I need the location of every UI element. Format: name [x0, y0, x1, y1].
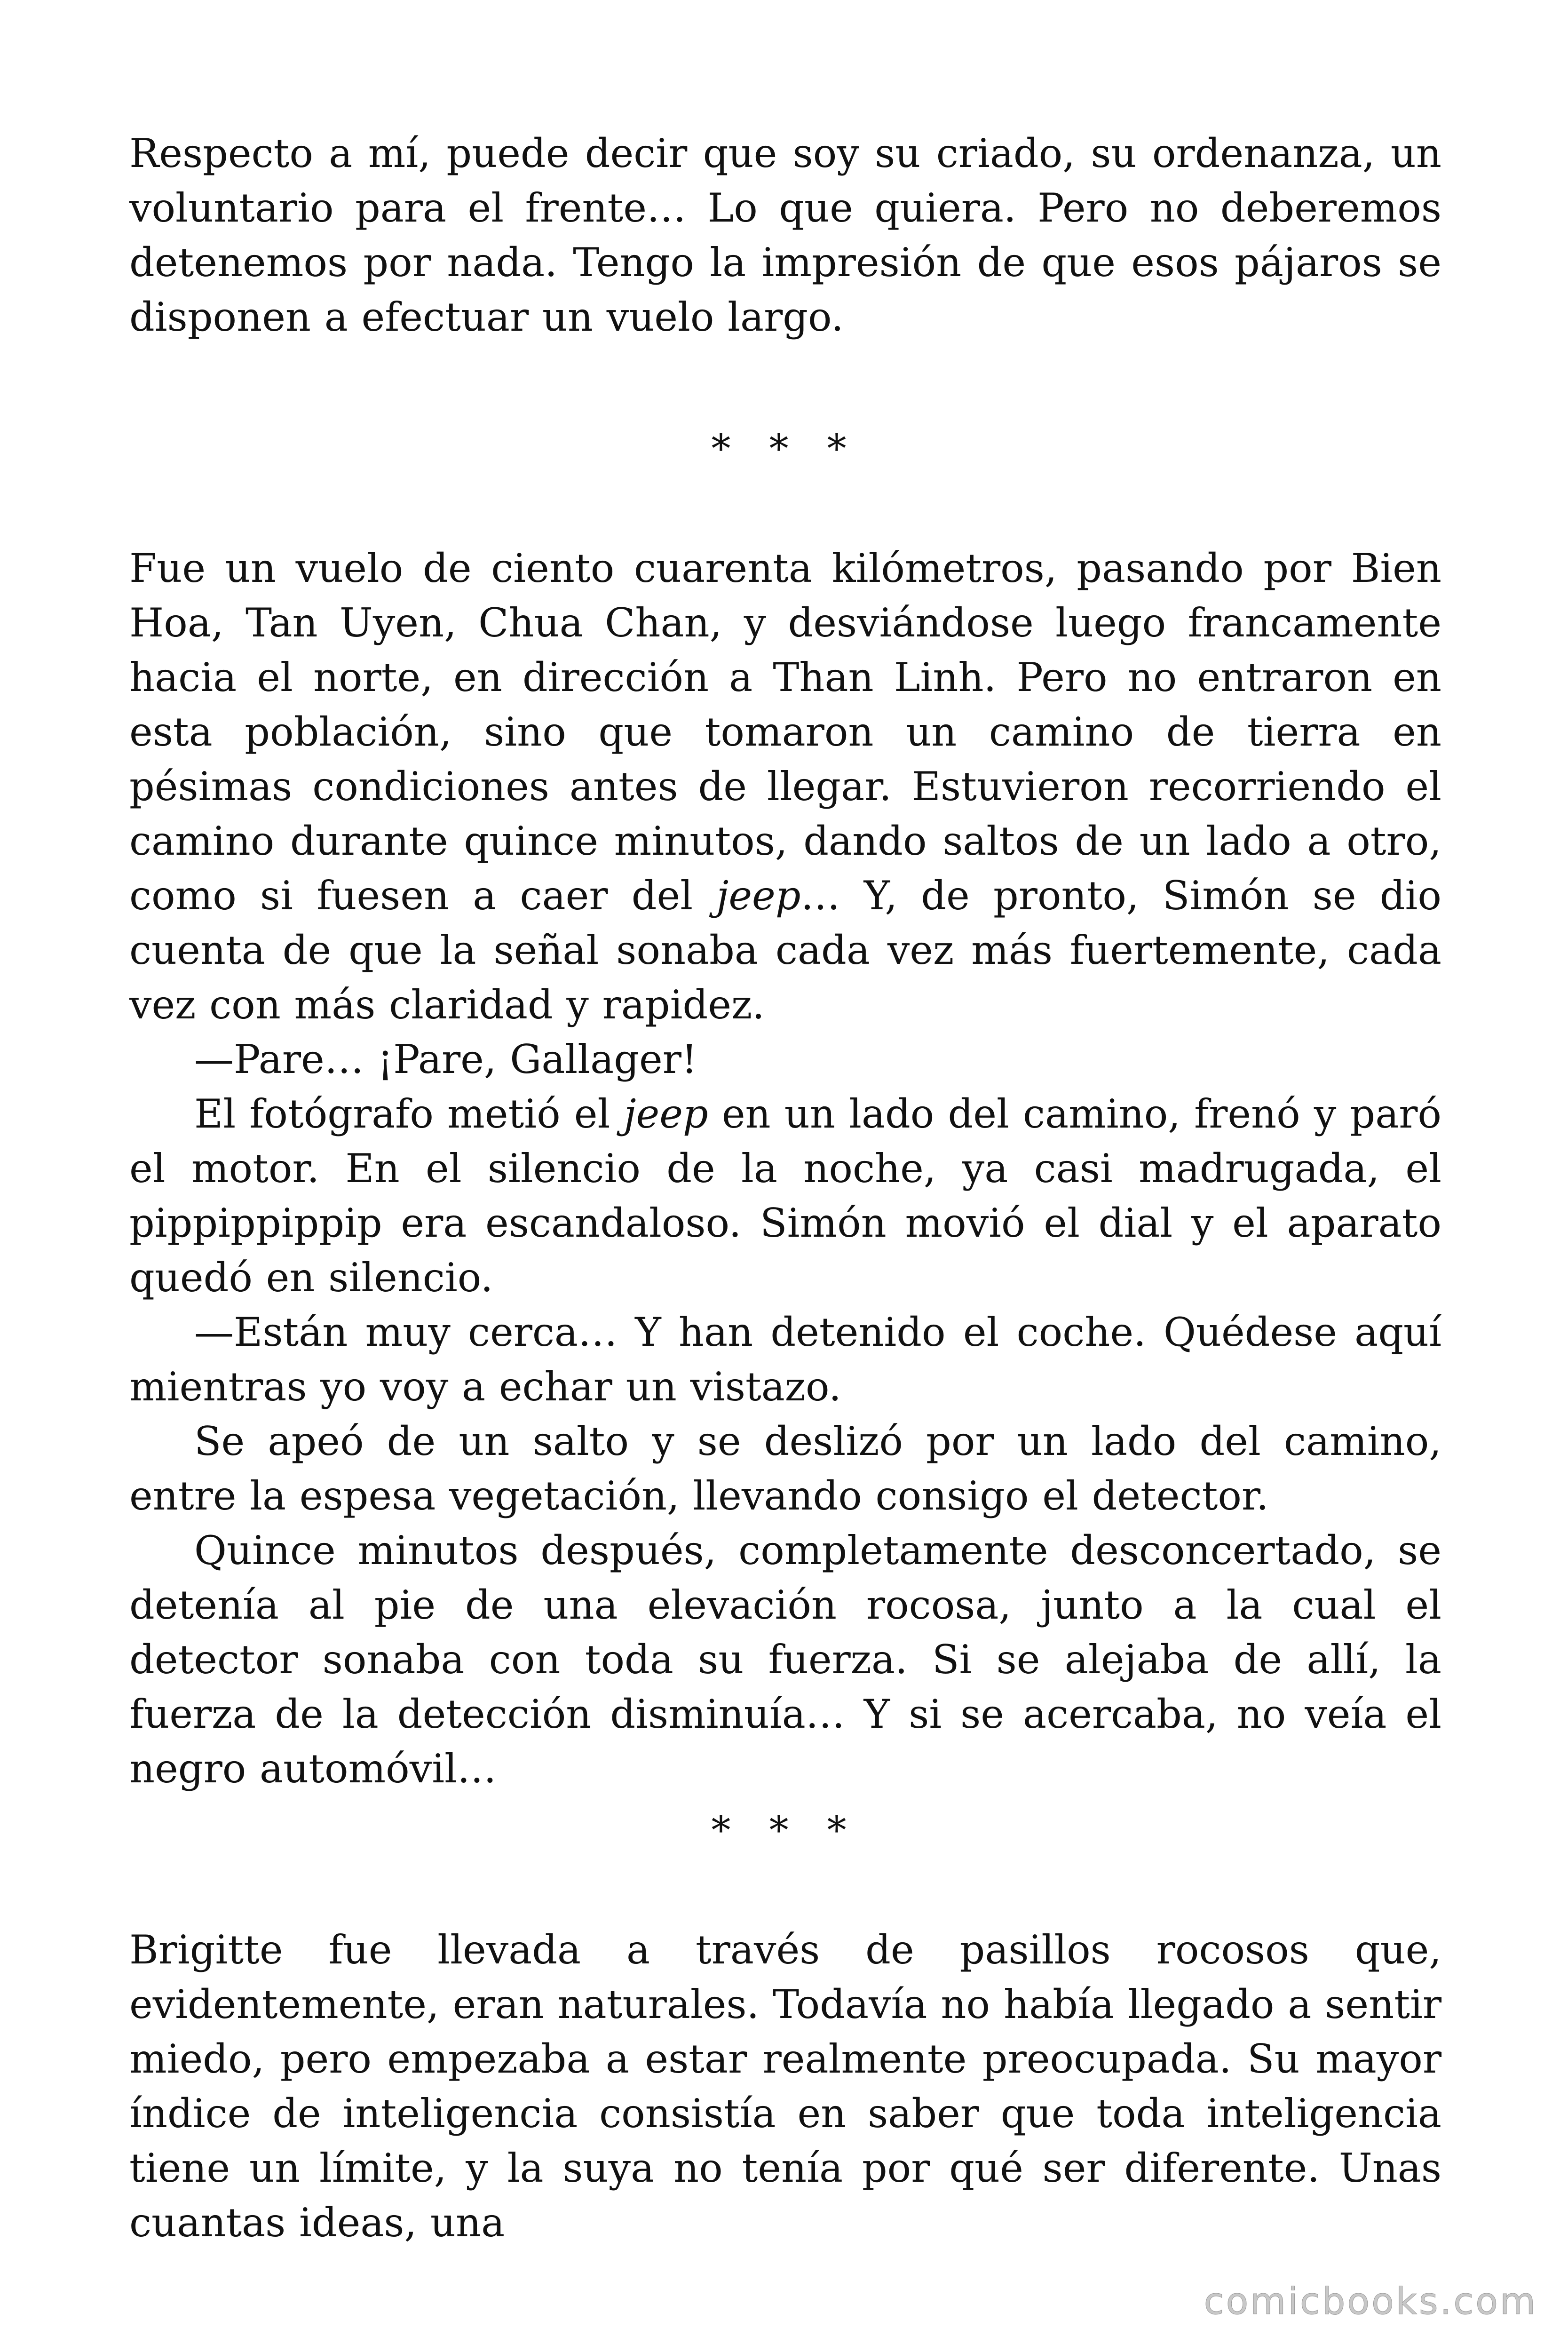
paragraph-text: en un lado del camino, frenó y paró el motor. En el silencio de la noche, ya casi madrugada, el pippippippip era escandaloso. Simón movió el dial y el aparato quedó en silencio.	[129, 1091, 1442, 1301]
dialogue-line: —Están muy cerca… Y han detenido el coche. Quédese aquí mientras yo voy a echar un vistazo.	[129, 1309, 1441, 1410]
italic-word: jeep	[716, 873, 801, 919]
paragraph-text: … Y, de pronto, Simón se dio cuenta de que la señal sonaba cada vez más fuertemente, cada vez con más claridad y rapidez.	[129, 873, 1441, 1028]
paragraph: Quince minutos después, completamente desconcertado, se detenía al pie de una elevación rocosa, junto a la cual el detector sonaba con toda su fuerza. Si se alejaba de allí, la fuerza de la detección disminuía… Y si se acercaba, no veía el negro automóvil…	[129, 1527, 1441, 1792]
section-3	[129, 1923, 1441, 2250]
paragraph	[129, 541, 1441, 1032]
paragraph-text: El fotógrafo metió el	[194, 1091, 624, 1137]
watermark-logo: comicbooks.com	[1204, 2280, 1537, 2323]
dialogue-line: —Pare… ¡Pare, Gallager!	[194, 1036, 697, 1082]
scene-break: * * *	[711, 427, 860, 471]
section-1	[129, 126, 1441, 344]
paragraph: Brigitte fue llevada a través de pasillos rocosos que, evidentemente, eran naturales. Todavía no había llegado a sentir miedo, pero empezaba a estar realmente preocupada. Su mayor índice de inteligencia consistía en saber que toda inteligencia tiene un límite, y la suya no tenía por qué ser diferente. Unas cuantas ideas, una	[129, 1927, 1441, 2246]
italic-word: jeep	[624, 1091, 708, 1137]
scene-break: * * *	[711, 1808, 860, 1853]
paragraph-text: Fue un vuelo de ciento cuarenta kilómetros, pasando por Bien Hoa, Tan Uyen, Chua Chan, y desviándose luego francamente hacia el norte, en dirección a Than Linh. Pero no entraron en esta población, sino que tomaron un camino de tierra en pésimas condiciones antes de llegar. Estuvieron recorriendo el camino durante quince minutos, dando saltos de un lado a otro, como si fuesen a caer del	[129, 545, 1441, 919]
paragraph: Se apeó de un salto y se deslizó por un lado del camino, entre la espesa vegetación, llevando consigo el detector.	[129, 1418, 1441, 1519]
paragraph	[129, 1087, 1441, 1305]
section-2	[129, 541, 1441, 1796]
paragraph: Respecto a mí, puede decir que soy su criado, su ordenanza, un voluntario para el frente… Lo que quiera. Pero no deberemos detenemos por nada. Tengo la impresión de que esos pájaros se disponen a efectuar un vuelo largo.	[129, 130, 1441, 340]
